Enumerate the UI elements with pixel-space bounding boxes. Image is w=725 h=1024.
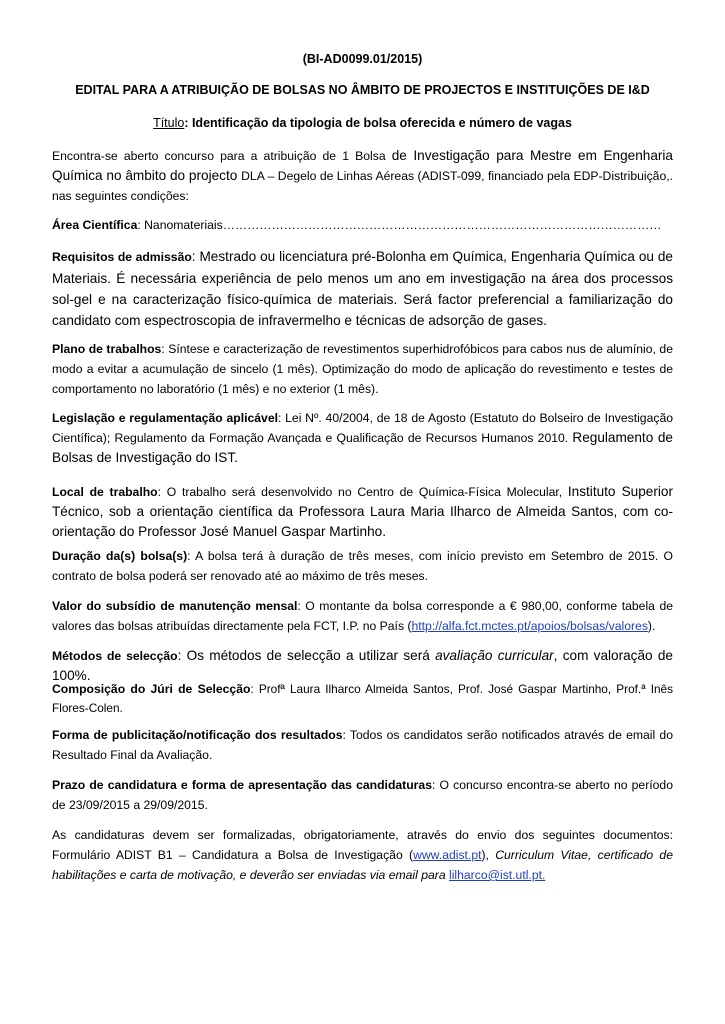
section-text: : Profª Laura Ilharco Almeida Santos, Prof. José Gaspar Martinho, Prof.ª Inês Flores-Colen. [52,682,673,715]
section-text: : Os métodos de selecção a utilizar será [177,648,436,663]
title-label: Título [153,116,185,130]
section-duracao [52,546,673,586]
reference-number: (BI-AD0099.01/2015) [302,52,423,66]
section-label: Requisitos de admissão [52,250,192,264]
section-juri [52,680,673,718]
section-label: Plano de trabalhos [52,342,162,356]
section-candidaturas [52,825,673,885]
section-text: : A bolsa terá à duração de três meses, com início previsto em Setembro de 2015. O contrato de bolsa poderá ser renovado até ao máximo de três meses. [52,549,673,583]
section-text: : Mestrado ou licenciatura pré-Bolonha em Química, Engenharia Química ou de Materiais. É necessária experiência de pelo menos um ano em investigação na área dos processos sol-gel e na caracterização físico-química de materiais. Será factor preferencial a familiarização do candidato com espectroscopia de infravermelho e técnicas de adsorção de gases. [52,249,673,328]
section-text: : O concurso encontra-se aberto no período de 23/09/2015 a 29/09/2015. [52,778,673,812]
intro-text-1: Encontra-se aberto concurso para a atribuição de 1 Bolsa [52,149,392,163]
section-label: Local de trabalho [52,485,158,499]
title-text: : Identificação da tipologia de bolsa oferecida e número de vagas [184,116,572,130]
intro-paragraph [52,146,673,206]
section-text-after: ). [647,619,656,633]
section-text: : Síntese e caracterização de revestimentos superhidrofóbicos para cabos nus de alumínio, de modo a evitar a acumulação de sincelo (1 mês). Optimização do modo de aplicação do revestimento e testes de comportamento no laboratório (1 mês) e no exterior (1 mês). [52,342,673,396]
adist-link[interactable]: www.adist.pt [413,848,482,862]
email-link[interactable]: lilharco@ist.utl.pt. [449,868,546,882]
section-label: Legislação e regulamentação aplicável [52,411,278,425]
section-valor [52,596,673,636]
section-text-2: Instituto Superior Técnico, sob a orientação científica da Professora Laura Maria Ilharco de Almeida Santos, com co-orientação do Professor José Manuel Gaspar Martinho. [52,484,674,539]
section-label: Composição do Júri de Selecção [52,682,251,696]
section-prazo [52,775,673,815]
section-text: : Nanomateriais……………………………………………………………………………………………… [137,218,662,232]
section-area [52,215,673,235]
section-text: : Todos os candidatos serão notificados através de email do Resultado Final da Avaliação. [52,728,673,762]
section-label: Valor do subsídio de manutenção mensal [52,599,298,613]
intro-text-3: DLA – Degelo de Linhas Aéreas (ADIST-099, financiado pela EDP-Distribuição,. nas seguintes condições: [52,169,674,203]
section-text-italic: avaliação curricular [435,648,554,663]
section-text: : O montante da bolsa corresponde a € 980,00, conforme tabela de valores das bolsas atribuídas directamente pela FCT, I.P. no País ( [52,599,674,633]
section-label: Métodos de selecção [52,649,178,663]
section-text-mid: ), [481,848,496,862]
section-legislacao [52,408,673,468]
section-local [52,482,673,542]
section-text-after: , com valoração de 100%. [52,648,673,683]
section-requisitos [52,246,673,331]
section-text-italic: Curriculum Vitae, certificado de habilitações e carta de motivação, e deverão ser enviadas via email para [52,848,673,882]
section-label: Forma de publicitação/notificação dos resultados [52,728,343,742]
section-label: Área Científica [52,218,138,232]
section-text: : Lei Nº. 40/2004, de 18 de Agosto (Estatuto do Bolseiro de Investigação Científica); Regulamento da Formação Avançada e Qualificação de Recursos Humanos 2010. [52,411,673,445]
section-text: As candidaturas devem ser formalizadas, obrigatoriamente, através do envio dos seguintes documentos: Formulário ADIST B1 – Candidatura a Bolsa de Investigação ( [52,828,673,862]
section-label: Duração da(s) bolsa(s) [52,549,188,563]
section-text-2: Regulamento de Bolsas de Investigação do IST. [52,430,673,465]
section-text: : O trabalho será desenvolvido no Centro de Química-Física Molecular, [157,485,568,499]
intro-text-2: de Investigação para Mestre em Engenharia Química no âmbito do projecto [52,148,673,183]
document-heading: EDITAL PARA A ATRIBUIÇÃO DE BOLSAS NO ÂMBITO DE PROJECTOS E INSTITUIÇÕES DE I&D [75,83,650,97]
fct-values-link[interactable]: http://alfa.fct.mctes.pt/apoios/bolsas/valores [411,619,648,633]
section-plano [52,339,673,399]
document-title [0,116,725,130]
section-publicitacao [52,725,673,765]
section-label: Prazo de candidatura e forma de apresentação das candidaturas [52,778,432,792]
